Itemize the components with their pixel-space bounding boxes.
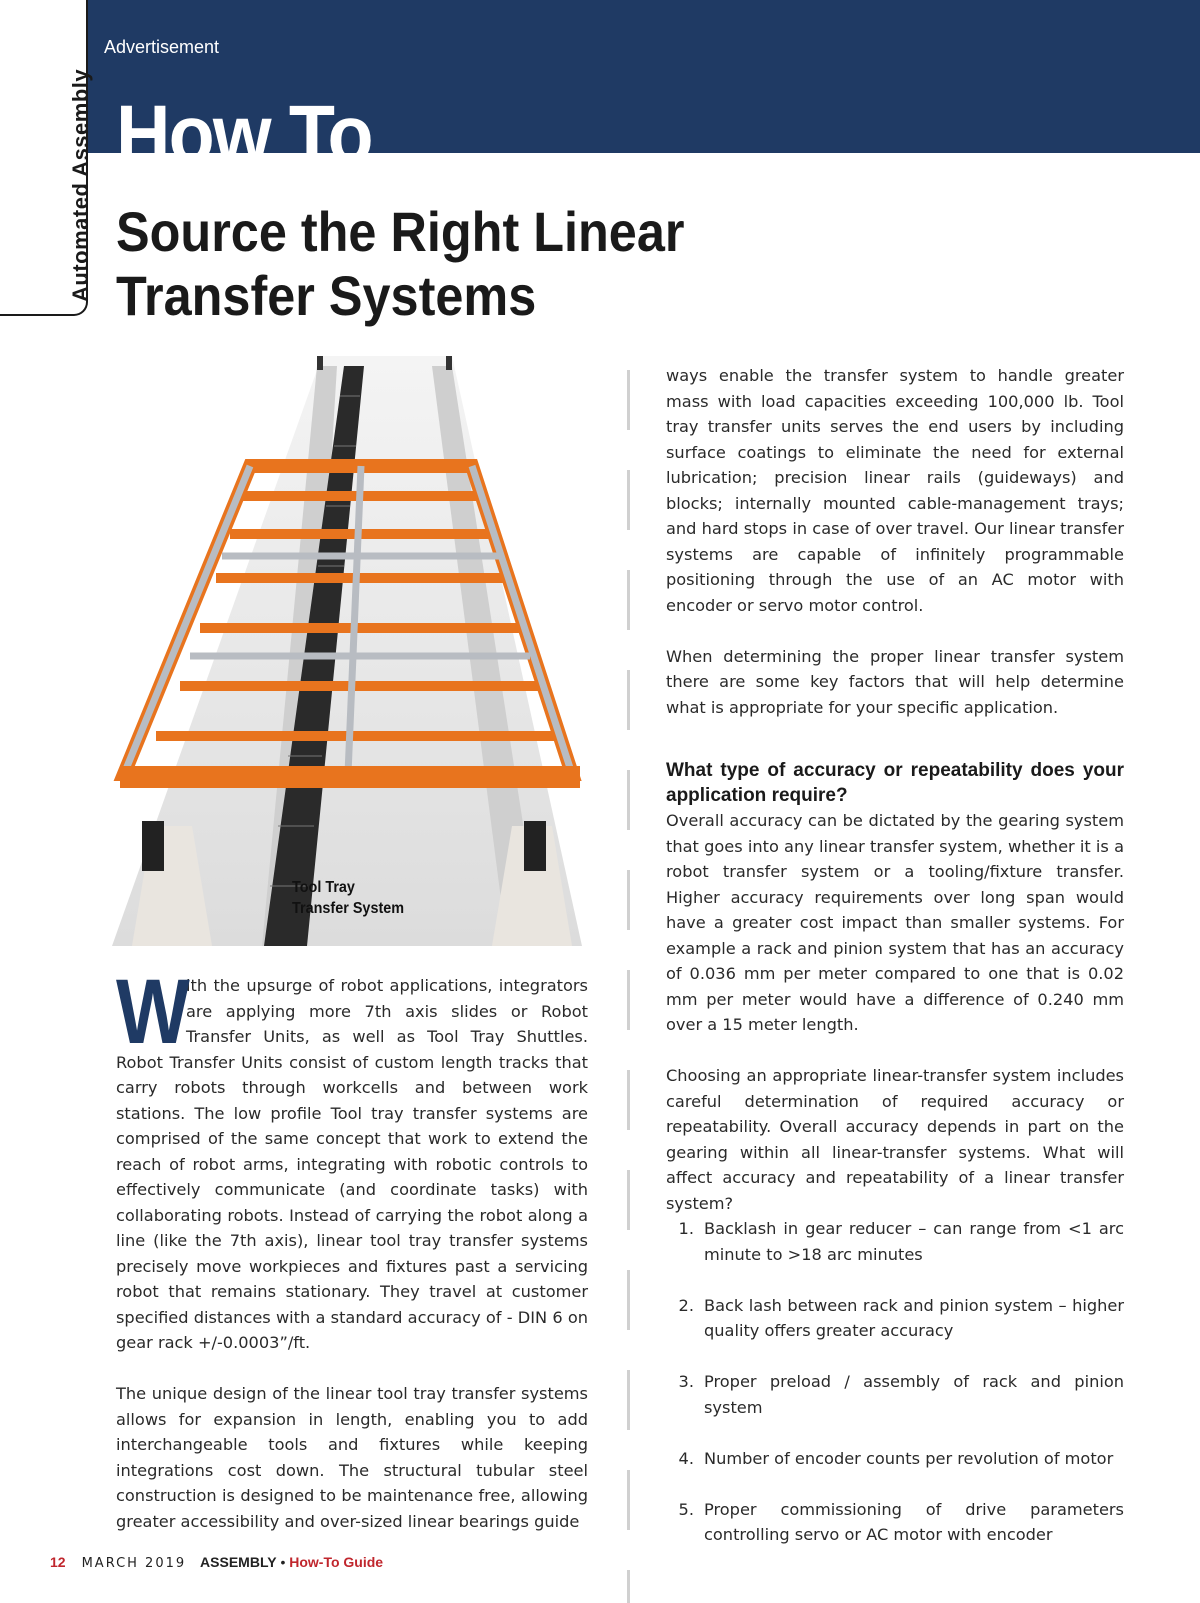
photo-caption-line1: Tool Tray (292, 879, 355, 896)
list-item: 5. Proper commissioning of drive parameters controlling servo or AC motor with encoder (678, 1499, 1124, 1544)
publication-name: ASSEMBLY (200, 1554, 277, 1570)
photo-caption (292, 877, 404, 919)
choosing-paragraph: Choosing an appropriate linear-transfer system includes careful determination of required accuracy or repeatability. Overall accuracy depends in part on the gearing within all linear-transfer systems. What will affect accuracy and repeatability of a linear transfer system? (666, 1066, 1124, 1213)
accuracy-factors-list (666, 1216, 1124, 1548)
intro-paragraph (116, 961, 588, 1356)
page-footer (50, 1554, 383, 1571)
issue-date: MARCH 2019 (81, 1556, 187, 1571)
side-tab-label: Automated Assembly (68, 68, 93, 302)
page-number: 12 (50, 1554, 66, 1570)
tool-tray-photo (112, 356, 590, 954)
page-title: Source the Right Linear Transfer Systems (116, 200, 685, 327)
right-column (666, 363, 1124, 1573)
list-item: 3. Proper preload / assembly of rack and pinion system (678, 1372, 1124, 1417)
factors-paragraph: When determining the proper linear transfer system there are some key factors that will help determine what is appropriate for your specific application. (666, 646, 1124, 717)
guide-label: How-To Guide (289, 1554, 384, 1570)
photo-caption-line2: Transfer System (292, 900, 405, 917)
list-item: 2. Back lash between rack and pinion system – higher quality offers greater accuracy (678, 1295, 1124, 1340)
dropcap: W (116, 961, 190, 1063)
accuracy-paragraph: Overall accuracy can be dictated by the gearing system that goes into any linear transfer system, whether it is a robot transfer system or a tooling/fixture transfer. Higher accuracy requirements over long span would have a greater cost impact than smaller systems. For example a rack and pinion system that has an accuracy of 0.036 mm per meter compared to one that is 0.02 mm per meter would have a difference of 0.240 mm over a 15 meter length. (666, 811, 1124, 1034)
kicker-heading: How To (116, 89, 372, 180)
list-item: 1. Backlash in gear reducer – can range from <1 arc minute to >18 arc minutes (678, 1219, 1124, 1264)
footer-separator: • (280, 1554, 286, 1570)
capacity-paragraph: ways enable the transfer system to handle greater mass with load capacities exceeding 100,000 lb. Tool tray transfer units serves the end users by including surface coatings to eliminate the need for external lubrication; precision linear rails (guideways) and blocks; internally mounted cable-management trays; and hard stops in case of over travel. Our linear transfer systems are capable of infinitely programmable positioning through the use of an AC motor with encoder or servo motor control. (666, 366, 1124, 615)
intro-text: ith the upsurge of robot applications, integrators are applying more 7th axis slides or Robot Transfer Units, as well as Tool Tray Shuttles. Robot Transfer Units consist of custom length tracks that carry robots through workcells and between work stations. The low profile Tool tray transfer systems are comprised of the same concept that work to extend the reach of robot arms, integrating with robotic controls to effectively communicate (and coordinate tasks) with collaborating robots. Instead of carrying the robot along a line (like the 7th axis), linear tool tray transfer systems precisely move workpieces and fixtures past a servicing robot that remains stationary. They travel at customer specified distances with a standard accuracy of - DIN 6 on gear rack +/-0.0003”/ft. (116, 976, 588, 1352)
advertisement-label: Advertisement (104, 37, 220, 57)
column-divider (627, 370, 630, 1603)
left-column (116, 961, 588, 1560)
list-item: 4. Number of encoder counts per revolution of motor (678, 1448, 1114, 1468)
accuracy-heading: What type of accuracy or repeatability does your application require? (666, 760, 1124, 806)
design-paragraph: The unique design of the linear tool tray transfer systems allows for expansion in length, enabling you to add interchangeable tools and fixtures while keeping integrations cost down. The structural tubular steel construction is designed to be maintenance free, allowing greater accessibility and over-sized linear bearings guide (116, 1384, 588, 1531)
